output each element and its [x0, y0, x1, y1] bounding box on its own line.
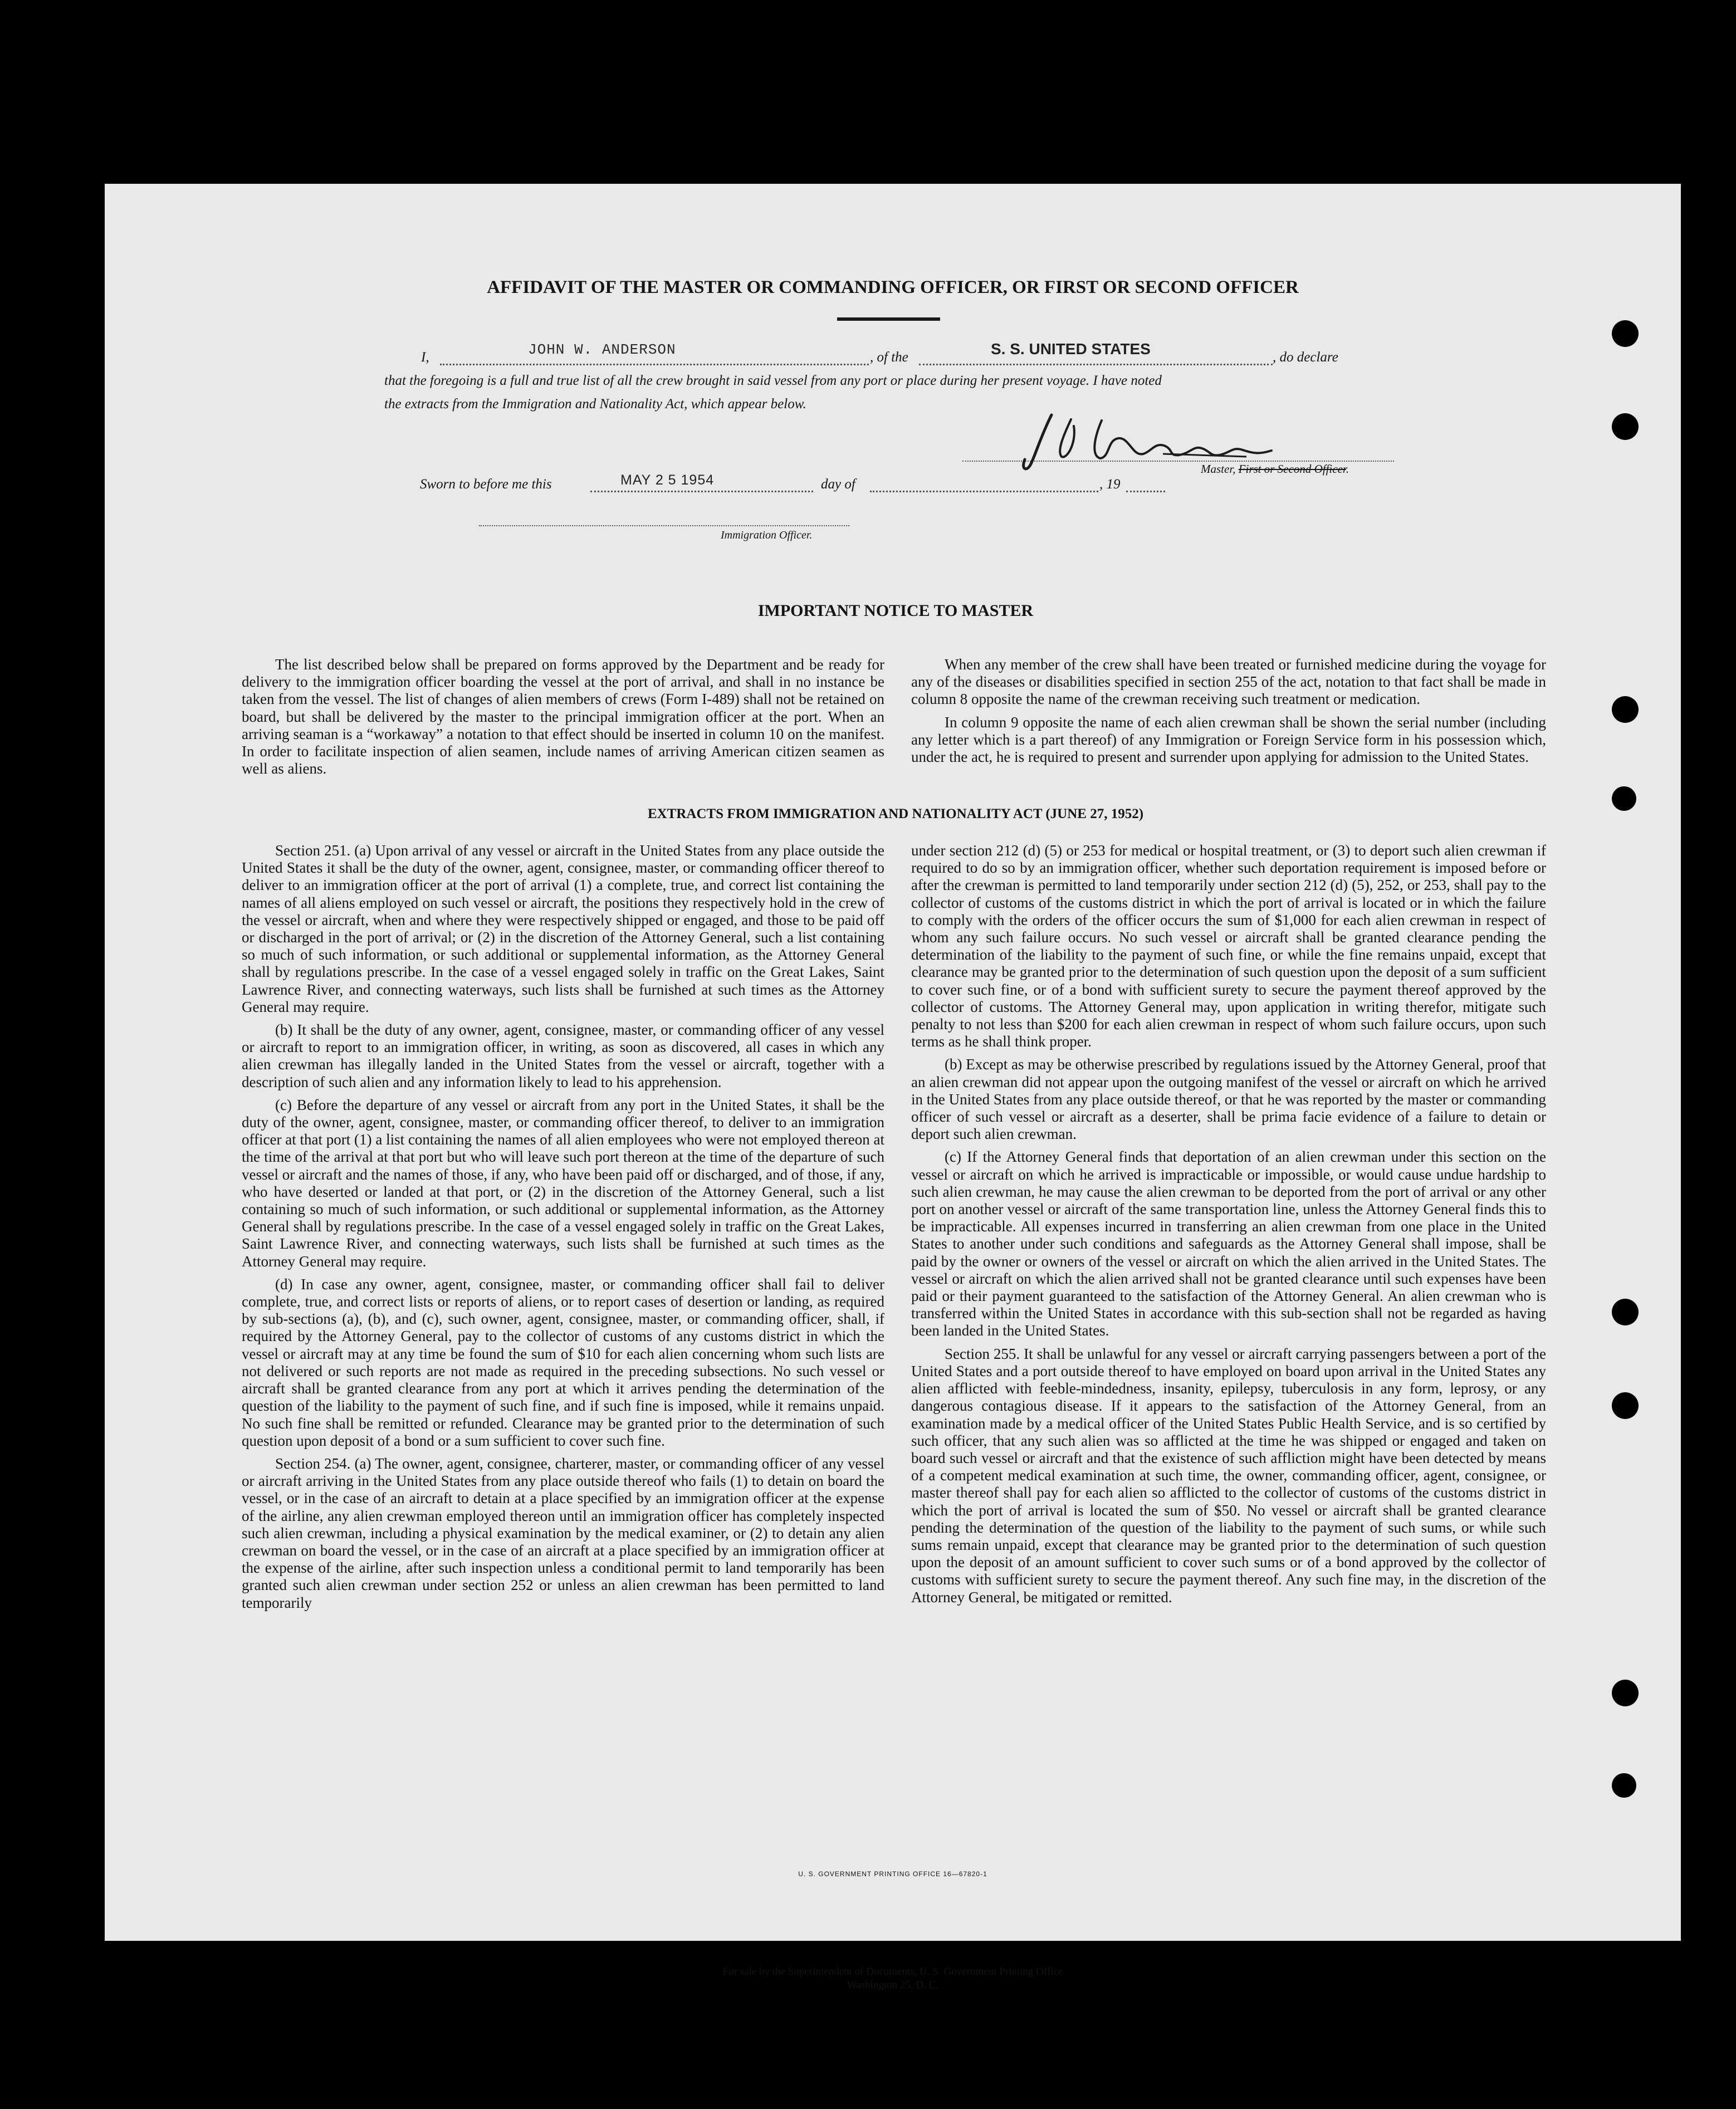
gpo-imprint: U. S. GOVERNMENT PRINTING OFFICE 16—67820-1	[798, 1870, 987, 1878]
declaration-line-2: that the foregoing is a full and true list of all the crew brought in said vessel from any port or place during her present voyage. I have noted	[384, 373, 1162, 388]
binder-hole	[1612, 1299, 1639, 1325]
year-prefix: , 19	[1099, 477, 1121, 492]
extracts-title: EXTRACTS FROM IMMIGRATION AND NATIONALITY ACT (JUNE 27, 1952)	[647, 806, 1144, 821]
statute-paragraph: (c) Before the departure of any vessel or aircraft from any port in the United States, it shall be the duty of the owner, agent, consignee, master, or commanding officer thereof, to deliver to an immigration officer at that port (1) a list containing the names of all alien employees who were not employed thereon at the time of the arrival at that port but who will leave such port thereon at the time of the departure of such vessel or aircraft and the names of those, if any, who have been paid off or discharged, and of those, if any, who have deserted or landed at that port, or (2) in the discretion of the Attorney General, such a list containing so much of such information, or such additional or supplemental information, as the Attorney General shall by regulations prescribe. In the case of a vessel engaged solely in traffic on the Great Lakes, Saint Lawrence River, and connecting waterways, such lists shall be furnished at such times as the Attorney General may require.	[242, 1096, 884, 1270]
sworn-date-line	[590, 490, 813, 492]
statute-paragraph: (b) It shall be the duty of any owner, agent, consignee, master, or commanding officer of any vessel or aircraft to report to an immigration officer, in writing, as soon as discovered, all cases in which any alien crewman has illegally landed in the United States from the vessel or aircraft, together with a description of such alien and any information likely to lead to his apprehension.	[242, 1021, 884, 1090]
notice-paragraph: When any member of the crew shall have been treated or furnished medicine during the voyage for any of the diseases or disabilities specified in section 255 of the act, notation to that fact shall be made in column 8 opposite the name of the crewman receiving such treatment or medication.	[911, 656, 1546, 708]
name-line	[440, 363, 869, 365]
declaration-i: I,	[421, 350, 429, 365]
statute-paragraph: (c) If the Attorney General finds that deportation of an alien crewman under this section on the vessel or aircraft on which he arrived is impracticable or impossible, or would cause undue hardship to such alien crewman, he may cause the alien crewman to be deported from the port of arrival or any other port on another vessel or aircraft of the same transportation line, unless the Attorney General finds this to be impracticable. All expenses incurred in transferring an alien crewman from one place in the United States to another under such conditions and safeguards as the Attorney General shall impose, shall be paid by the owner or owners of the vessel or aircraft on which the alien arrived in the United States. The vessel or aircraft on which the alien arrived shall not be granted clearance until such expenses have been paid or their payment guaranteed to the satisfaction of the Attorney General. An alien crewman who is transferred within the United States in accordance with this sub-section shall not be regarded as having been landed in the United States.	[911, 1148, 1546, 1339]
notice-right-column	[911, 656, 1546, 771]
binder-hole	[1612, 1680, 1639, 1706]
document-page	[105, 184, 1681, 1991]
sale-notice-line-1: For sale by the Superintendent of Documents, U. S. Government Printing Office	[722, 1966, 1063, 1978]
of-the-label: , of the	[870, 350, 908, 365]
statute-paragraph: (d) In case any owner, agent, consignee, master, or commanding officer shall fail to deliver complete, true, and correct lists or reports of aliens, or to report cases of desertion or landing, as required by sub-sections (a), (b), and (c), such owner, agent, consignee, master, or commanding officer, shall, if required by the Attorney General, pay to the collector of customs of any customs district in which the vessel or aircraft may at any time be found the sum of $10 for each alien concerning whom such lists are not delivered or such reports are not made as required in the preceding subsections. No such vessel or aircraft shall be granted clearance from any port at which it arrives pending the determination of the question of the liability to the payment of such fine, and if such fine is imposed, while it remains unpaid. No such fine shall be remitted or refunded. Clearance may be granted prior to the determination of such question upon deposit of a bond or a sum sufficient to cover such fine.	[242, 1275, 884, 1449]
notice-paragraph: The list described below shall be prepared on forms approved by the Department and be ready for delivery to the immigration officer boarding the vessel at the port of arrival, and shall in no instance be taken from the vessel. The list of changes of alien members of crews (Form I-489) shall not be retained on board, but shall be delivered by the master to the principal immigration officer at the port. When an arriving seaman is a “workaway” a notation to that effect should be inserted in column 10 on the manifest. In order to facilitate inspection of alien seamen, include names of arriving American citizen seamen as well as aliens.	[242, 656, 884, 777]
do-declare-label: , do declare	[1273, 350, 1338, 365]
master-name: JOHN W. ANDERSON	[528, 341, 676, 358]
year-line	[1126, 490, 1165, 492]
notice-title: IMPORTANT NOTICE TO MASTER	[757, 601, 1034, 620]
declaration-line-3: the extracts from the Immigration and Nationality Act, which appear below.	[384, 397, 806, 412]
statute-paragraph: Section 251. (a) Upon arrival of any vessel or aircraft in the United States from any place outside the United States it shall be the duty of the owner, agent, consignee, master, or commanding officer thereof to deliver to an immigration officer at the port of arrival (1) a complete, true, and correct list containing the names of all aliens employed on such vessel or aircraft, the positions they respectively hold in the crew of the vessel or aircraft, when and where they were respectively shipped or engaged, and those to be paid off or discharged in the port of arrival; or (2) in the discretion of the Attorney General, such a list containing so much of such information, or such additional or supplemental information, as the Attorney General shall by regulations prescribe. In the case of a vessel engaged solely in traffic on the Great Lakes, Saint Lawrence River, and connecting waterways, such lists shall be furnished at such times as the Attorney General may require.	[242, 842, 884, 1015]
day-of-label: day of	[821, 477, 855, 492]
extracts-left-column	[242, 842, 884, 1617]
affidavit-title: AFFIDAVIT OF THE MASTER OR COMMANDING OFFICER, OR FIRST OR SECOND OFFICER	[487, 277, 1299, 297]
sworn-label: Sworn to before me this	[420, 477, 552, 492]
binder-hole	[1612, 786, 1636, 811]
binder-hole	[1612, 413, 1639, 440]
struck-officer-label: First or Second Officer	[1238, 462, 1346, 476]
binder-hole	[1612, 696, 1639, 723]
statute-paragraph: Section 254. (a) The owner, agent, consignee, charterer, master, or commanding officer of any vessel or aircraft arriving in the United States from any place outside thereof who fails (1) to detain on board the vessel, or in the case of an aircraft to detain at a place specified by an immigration officer at the expense of the airline, any alien crewman employed thereon until an immigration officer has completely inspected such alien crewman, including a physical examination by the medical examiner, or (2) to detain any alien crewman on board the vessel, or in the case of an aircraft at a place specified by an immigration officer at the expense of the airline, after such inspection unless a conditional permit to land temporarily has been granted such alien crewman under section 252 or unless an alien crewman has been permitted to land temporarily	[242, 1455, 884, 1611]
notice-paragraph: In column 9 opposite the name of each alien crewman shall be shown the serial number (including any letter which is a part thereof) of any Immigration or Foreign Service form in his possession which, under the act, he is required to present and surrender upon applying for admission to the United States.	[911, 713, 1546, 766]
vessel-line	[919, 363, 1273, 365]
sale-notice-line-2: Washington 25, D. C.	[847, 1979, 939, 1991]
statute-paragraph: (b) Except as may be otherwise prescribed by regulations issued by the Attorney General, proof that an alien crewman did not appear upon the outgoing manifest of the vessel or aircraft on which he arrived in the United States from any place outside thereof, or that he was reported by the master or commanding officer of such vessel or aircraft as a deserter, shall be prima facie evidence of a failure to detain or deport such alien crewman.	[911, 1056, 1546, 1143]
signature-caption: Master, First or Second Officer.	[1201, 462, 1349, 476]
binder-hole	[1612, 1773, 1636, 1798]
master-label: Master,	[1201, 462, 1236, 476]
vessel-name: S. S. UNITED STATES	[991, 340, 1151, 358]
binder-hole	[1612, 1392, 1639, 1419]
immigration-officer-label: Immigration Officer.	[721, 529, 813, 541]
month-line	[870, 490, 1098, 492]
statute-paragraph: Section 255. It shall be unlawful for any vessel or aircraft carrying passengers between a port of the United States and a port outside thereof to have employed on board upon arrival in the United States any alien afflicted with feeble-mindedness, insanity, epilepsy, tuberculosis in any form, leprosy, or any dangerous contagious disease. If it appears to the satisfaction of the Attorney General, from an examination made by a medical officer of the United States Public Health Service, and is so certified by such officer, that any such alien was so afflicted at the time he was shipped or engaged and taken on board such vessel or aircraft and that the existence of such affliction might have been detected by means of a competent medical examination at such time, the owner, commanding officer, agent, consignee, or master thereof shall pay for each alien so afflicted to the collector of customs of the customs district in which the port of arrival is located the sum of $50. No vessel or aircraft shall be granted clearance pending the determination of the question of the liability to the payment of such sums, or while such sums remain unpaid, except that clearance may be granted prior to the determination of such question upon the deposit of an amount sufficient to cover such sums or of a bond approved by the collector of customs with sufficient surety to secure the payment thereof. Any such fine may, in the discretion of the Attorney General, be mitigated or remitted.	[911, 1345, 1546, 1606]
extracts-right-column	[911, 842, 1546, 1612]
title-rule	[837, 317, 940, 321]
sworn-date-stamp: MAY 2 5 1954	[620, 472, 715, 488]
statute-paragraph: under section 212 (d) (5) or 253 for medical or hospital treatment, or (3) to deport such alien crewman if required to do so by an immigration officer, whether such deportation requirement is imposed before or after the crewman is permitted to land temporarily under section 212 (d) (5), 252, or 253, shall pay to the collector of customs of the customs district in which the port of arrival is located or in which the failure to comply with the orders of the officer occurs the sum of $1,000 for each alien crewman in respect of whom any such failure occurs. No such vessel or aircraft shall be granted clearance pending the determination of the liability to the payment of such fine, or while the fine remains unpaid, except that clearance may be granted prior to the determination of such question upon the deposit of a sum sufficient to cover such fine, or of a bond with sufficient surety to secure the payment thereof approved by the collector of customs. The Attorney General may, upon application in writing therefor, mitigate such penalty to not less than $200 for each alien crewman in respect of whom such failure occurs, upon such terms as he shall think proper.	[911, 842, 1546, 1050]
notice-left-column	[242, 656, 884, 783]
binder-hole	[1612, 320, 1639, 347]
officer-signature-line	[479, 525, 849, 526]
